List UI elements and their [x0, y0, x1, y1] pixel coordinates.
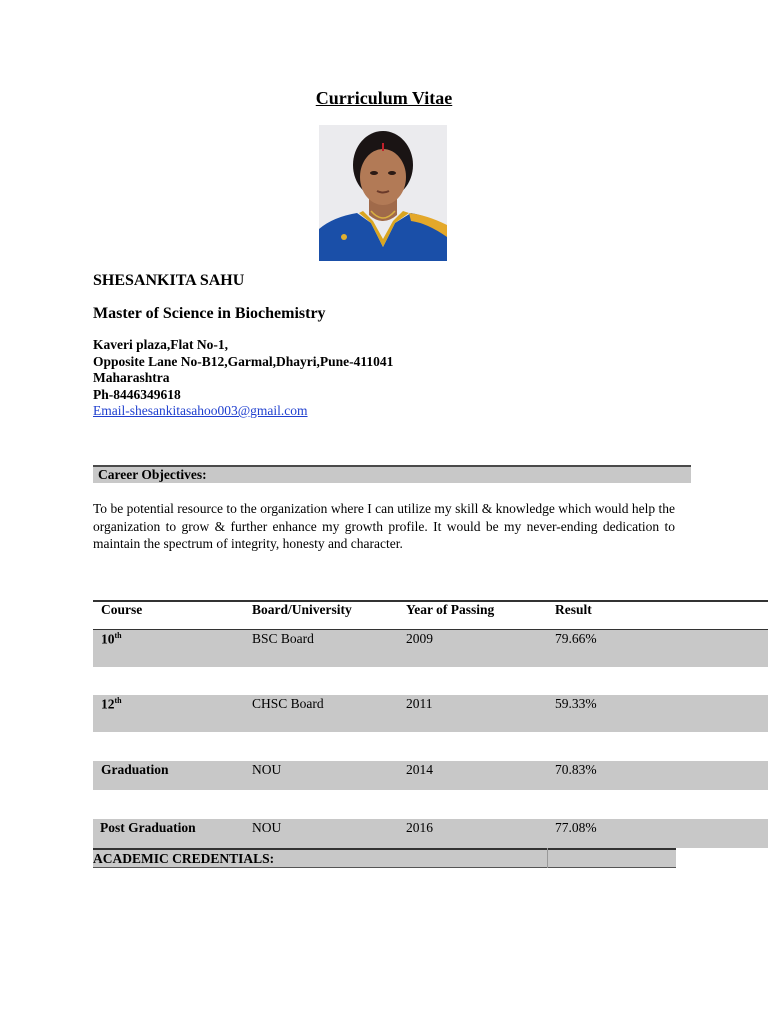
row-course: Graduation	[101, 762, 169, 777]
portrait-illustration	[319, 125, 447, 261]
row-result: 79.66%	[555, 631, 597, 646]
row-course: Post Graduation	[100, 820, 196, 835]
row-result: 59.33%	[555, 696, 597, 711]
profile-photo	[319, 125, 447, 261]
academic-credentials-bar	[93, 848, 676, 868]
academic-credentials-heading: ACADEMIC CREDENTIALS:	[93, 851, 275, 866]
email-link[interactable]: Email-shesankitasahoo003@gmail.com	[93, 403, 308, 418]
career-objectives-text: To be potential resource to the organization where I can utilize my skill & knowledge which would help the organization to grow & further enhance my growth profile. It would be my never-ending dedication to maintain the spectrum of integrity, honesty and character.	[93, 501, 675, 551]
header-course: Course	[101, 602, 143, 617]
address-line: Kaveri plaza,Flat No-1,	[93, 337, 228, 352]
row-board: BSC Board	[252, 631, 314, 646]
row-course: 12th	[101, 696, 122, 712]
candidate-name: SHESANKITA SAHU	[93, 272, 245, 289]
row-board: CHSC Board	[252, 696, 324, 711]
address-line: Maharashtra	[93, 370, 170, 385]
header-year: Year of Passing	[406, 602, 495, 617]
academic-bar-divider	[547, 848, 548, 868]
row-year: 2011	[406, 696, 433, 711]
row-result: 70.83%	[555, 762, 597, 777]
career-objectives-bar	[93, 465, 691, 483]
row-year: 2016	[406, 820, 433, 835]
row-course: 10th	[101, 631, 122, 647]
candidate-degree: Master of Science in Biochemistry	[93, 305, 326, 322]
row-year: 2014	[406, 762, 433, 777]
phone-number: Ph-8446349618	[93, 386, 181, 402]
header-result: Result	[555, 602, 592, 617]
career-objectives-heading: Career Objectives:	[98, 467, 207, 482]
row-board: NOU	[252, 820, 282, 835]
row-result: 77.08%	[555, 820, 597, 835]
address-block	[93, 337, 393, 403]
address-line: Opposite Lane No-B12,Garmal,Dhayri,Pune-411041	[93, 353, 394, 369]
row-year: 2009	[406, 631, 433, 646]
row-board: NOU	[252, 762, 282, 777]
header-board: Board/University	[252, 602, 352, 617]
document-title: Curriculum Vitae	[315, 88, 453, 108]
